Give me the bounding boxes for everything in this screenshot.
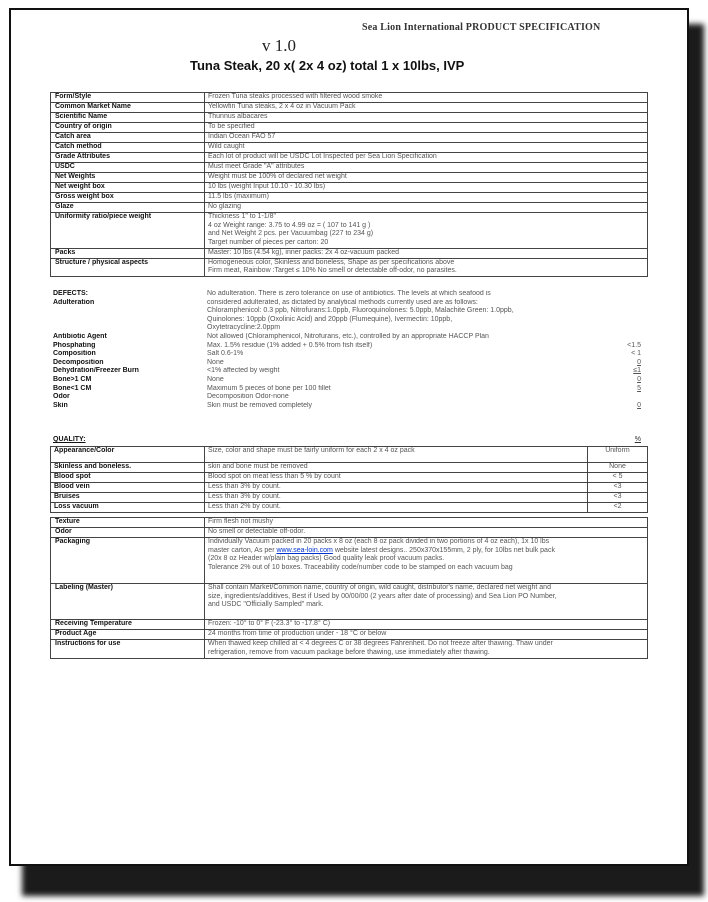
spec-value-line: Wild caught [208,143,245,150]
defects-table [50,290,647,410]
defect-standard: 0 [637,401,641,409]
spec-label: Glaze [51,203,205,213]
quality-row [51,463,648,473]
defect-text [204,385,587,394]
spec-row-age [51,630,648,640]
defect-text-line: Decomposition Odor-none [207,393,289,401]
quality-label: Blood spot [51,473,205,483]
spec-row [51,183,648,193]
labeling-line: and USDC "Officially Sampled" mark. [208,601,324,609]
spec-label: Odor [51,528,205,538]
spec-value [205,203,648,213]
spec-value-line: Thickness 1" to 1-1/8" [208,213,277,220]
defect-text-line: Oxytetracycline:2.0ppm [207,324,281,332]
defect-label: Bone>1 CM [53,375,92,383]
spec-value-line: 11.5 lbs (maximum) [208,193,269,200]
defect-standard: ≤1 [633,367,641,375]
spec-row-instructions [51,640,648,659]
spec-label: Catch method [51,143,205,153]
quality-standard: Uniform [588,447,648,463]
spec-label: Labeling (Master) [51,584,205,620]
defect-standard: <1.5 [627,341,641,349]
quality-standard: <3 [588,493,648,503]
defect-row [50,385,647,394]
defect-row [50,342,647,351]
quality-value: Less than 3% by count. [205,483,588,493]
quality-label: Appearance/Color [51,447,205,463]
spec-label: Net weight box [51,183,205,193]
quality-value: Size, color and shape must be fairly uniform for each 2 x 4 oz pack [205,447,588,463]
spec-label: Grade Attributes [51,153,205,163]
spec-label: Common Market Name [51,103,205,113]
spec-row [51,213,648,249]
spec-label: Form/Style [51,93,205,103]
spec-row-packaging [51,538,648,584]
quality-heading-row [50,436,647,445]
defect-text-line: None [207,358,224,366]
quality-value: Less than 3% by count. [205,493,588,503]
version-label: v 1.0 [262,36,296,55]
labeling-line: size, ingredients/additives, Best if Used by 00/00/00 (2 years after date of processing) and Sea Lion PO Number, [208,592,557,600]
packaging-text [205,538,648,584]
spec-label: Texture [51,518,205,528]
quality-value: Less than 2% by count. [205,503,588,513]
instructions-line: When thawed keep chilled at < 4 degrees C or 38 degrees Fahrenheit. Do not freeze after thawing. Thaw under [208,640,553,647]
defect-label: Bone<1 CM [53,384,92,392]
spec-value [205,248,648,258]
spec-row [51,258,648,277]
defect-text [204,342,587,351]
spec-row [51,113,648,123]
spec-value-line: No glazing [208,203,242,210]
spec-row [51,103,648,113]
defect-text [204,367,587,376]
quality-standard: <2 [588,503,648,513]
quality-standard: <3 [588,483,648,493]
defect-label: Adulteration [53,298,95,306]
spec-row [51,93,648,103]
quality-label: Skinless and boneless. [51,463,205,473]
spec-value [205,173,648,183]
defect-standard [587,299,647,333]
quality-row [51,483,648,493]
defect-row [50,376,647,385]
spec-value-line: Each lot of product will be USDC Lot Inspected per Sea Lion Specification [208,153,437,160]
defect-row [50,393,647,402]
labeling-line: Shall contain Market/Common name, country of origin, wild caught, distributor's name, declared net weight and [208,584,551,591]
quality-value: Blood spot on meat less than 5 % by count [205,473,588,483]
spec-row [51,133,648,143]
spec-value: 24 months from time of production under - 18 °C or below [205,630,648,640]
spec-row-texture [51,518,648,528]
spec-value-line: To be specified [208,123,255,130]
defect-text-line: Chloramphenicol: 0.3 ppb, Nitrofurans:1.0ppb, Fluoroquinolones: 5.0ppb, Malachite Green: 1.0ppb, [207,307,514,315]
defects-heading-row [50,290,647,299]
spec-value [205,123,648,133]
spec-value-line: Master: 10 lbs (4.54 kg), inner packs: 2x 4 oz-vacuum packed [208,248,400,256]
defect-row [50,299,647,333]
spec-value [205,143,648,153]
defect-text-line: Skin must be removed completely [207,401,313,409]
defect-label: Composition [53,350,96,358]
defect-text-line: Salt 0.6-1% [207,350,244,358]
spec-value [205,193,648,203]
spec-value-line: Yellowfin Tuna steaks, 2 x 4 oz in Vacuum Pack [208,103,356,110]
spec-row [51,123,648,133]
spec-label: Packs [51,248,205,258]
spec-label: Net Weights [51,173,205,183]
defect-standard: 0 [637,375,641,383]
packaging-line: Individually Vacuum packed in 20 packs x 8 oz (each 8 oz pack divided in two portions of 4 oz each), 1x 10 lbs [208,538,550,545]
spec-value: Frozen: -10° to 0° F (-23.3° to -17.8° C) [205,620,648,630]
instructions-text [205,640,648,659]
spec-row-receiving [51,620,648,630]
spec-value [205,163,648,173]
quality-row [51,473,648,483]
spec-label: Catch area [51,133,205,143]
spec-row-labeling [51,584,648,620]
spec-value [205,258,648,277]
spec-value: No smell or detectable off-odor. [205,528,648,538]
defect-standard [587,393,647,402]
document-title: Tuna Steak, 20 x( 2x 4 oz) total 1 x 10lbs, IVP [190,58,465,73]
quality-row [51,447,648,463]
spec-label: Gross weight box [51,193,205,203]
spec-value [205,103,648,113]
spec-value-line: Must meet Grade "A" attributes [208,163,305,170]
spec-row-odor [51,528,648,538]
spec-value-line: Target number of pieces per carton: 20 [208,238,329,246]
defect-row [50,333,647,342]
quality-value: skin and bone must be removed [205,463,588,473]
website-link[interactable]: www.sea-loin.com [276,546,333,554]
company-header: Sea Lion International PRODUCT SPECIFICATION [362,22,601,33]
spec-table [50,92,648,277]
quality-table [50,446,648,513]
labeling-text [205,584,648,620]
spec-row [51,153,648,163]
defect-text [204,402,587,411]
defect-text [204,350,587,359]
spec-row [51,163,648,173]
spec-value-line: Weight must be 100% of declared net weight [208,173,347,180]
packaging-line [208,547,644,556]
spec-value-line: Frozen Tuna steaks processed with filtered wood smoke [208,93,383,100]
defect-text-line: Quinolones: 10ppb (Oxolinic Acid) and 20ppb (Flumequine), Ivermectin: 10ppb, [207,315,453,323]
spec-value-line: Indian Ocean FAO 57 [208,133,276,140]
defect-text [204,359,587,368]
spec-label: Packaging [51,538,205,584]
packaging-line: Tolerance 2% out of 10 boxes. Traceability code/number code to be stamped on each vacuum bag [208,563,513,571]
defect-row [50,359,647,368]
spec-value-line: and Net Weight 2 pcs. per Vacuumbag (227 to 234 g) [208,230,374,238]
spec-row [51,248,648,258]
defect-text: No adulteration. There is zero tolerance on use of antibiotics. The levels at which seafood is [207,290,491,297]
defect-text-line: Not allowed (Chloramphenicol, Nitrofurans, etc.), controlled by an appropriate HACCP Plan [207,332,489,340]
quality-standard: < 5 [588,473,648,483]
spec-label: Structure / physical aspects [51,258,205,277]
quality-label: Bruises [51,493,205,503]
spec-value: Firm flesh not mushy [205,518,648,528]
spec-value [205,183,648,193]
defect-text-line: Max. 1.5% residue (1% added + 0.5% from fish itself) [207,341,373,349]
spec-value-line: Thunnus albacares [208,113,268,120]
defects-heading: DEFECTS: [53,290,88,297]
quality-row [51,493,648,503]
spec-label: Instructions for use [51,640,205,659]
spec-label: Country of origin [51,123,205,133]
spec-label: USDC [51,163,205,173]
defect-label: Decomposition [53,358,104,366]
spec-label: Receiving Temperature [51,620,205,630]
spec-value [205,93,648,103]
defect-label: Dehydration/Freezer Burn [53,367,139,375]
defect-label: Antibiotic Agent [53,332,107,340]
defect-row [50,367,647,376]
spec-label: Scientific Name [51,113,205,123]
spec-value [205,113,648,123]
defect-text [204,333,587,342]
spec-value-line: 4 oz Weight range: 3.75 to 4.99 oz = ( 107 to 141 g ) [208,221,371,229]
spec-value [205,133,648,143]
defect-standard: 0 [637,358,641,366]
spec-value-line: Firm meat, Rainbow :Target ≤ 10% No smell or detectable off-odor, no parasites. [208,267,457,275]
defect-row [50,350,647,359]
spec-row [51,143,648,153]
packaging-text-span: website latest designs.. 250x370x155mm, 2 ply, for 10lbs net bulk pack [332,546,555,554]
quality-row [51,503,648,513]
defect-standard [587,333,647,342]
defect-label: Odor [53,393,70,401]
defect-text-line: <1% affected by weight [207,367,280,375]
spec-value [205,213,648,249]
spec-row [51,173,648,183]
spec-label: Product Age [51,630,205,640]
spec-value-line: Homogeneous color, Skinless and boneless, Shape as per specifications above [208,258,455,266]
defect-standard [587,290,647,299]
defect-text [204,393,587,402]
instructions-line: refrigeration, remove from vacuum package before thawing, use immediately after thawing. [208,648,490,656]
quality-unit: % [634,436,641,443]
quality-heading: QUALITY: [53,436,86,443]
defect-text [204,376,587,385]
defect-standard: < 1 [631,350,641,358]
quality-label: Blood vein [51,483,205,493]
quality-standard: None [588,463,648,473]
defect-text [204,299,587,333]
defect-text-line: considered adulterated, as dictated by analytical methods currently used are as follows: [207,298,478,306]
packaging-text-span: master carton, As per [208,546,277,554]
handling-table [50,517,648,659]
spec-label: Uniformity ratio/piece weight [51,213,205,249]
spec-row [51,203,648,213]
defect-text-line: Maximum 5 pieces of bone per 100 fillet [207,384,331,392]
spec-value-line: 10 lbs (weight Input 10.10 - 10.30 lbs) [208,183,326,190]
defect-label: Skin [53,401,68,409]
spec-value [205,153,648,163]
packaging-line: (20x 8 oz Header w/plain bag packs) Good quality leak proof vacuum packs. [208,555,445,563]
spec-row [51,193,648,203]
defect-row [50,402,647,411]
defect-label: Phosphating [53,341,96,349]
defect-standard: 5 [637,384,641,392]
defect-text-line: None [207,375,224,383]
quality-label: Loss vacuum [51,503,205,513]
